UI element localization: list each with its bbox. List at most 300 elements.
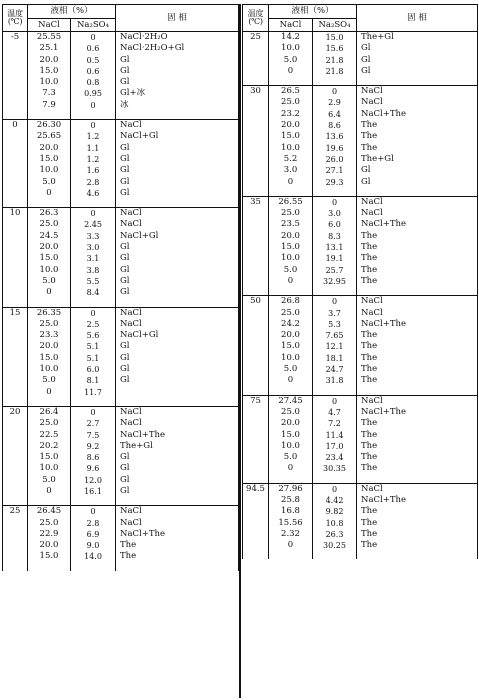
solid-phase-cell: Gl [116,154,239,165]
temperature-cell [243,529,269,540]
solid-phase-cell: The [357,506,478,517]
nacl-cell: 27.45 [269,395,313,407]
nacl-cell: 25.0 [28,219,71,230]
table-row [243,395,478,407]
nacl-cell: 25.0 [28,418,71,429]
temperature-cell: 94.5 [243,483,269,495]
solid-phase-cell: NaCl [357,86,478,98]
temperature-cell [3,341,28,352]
temperature-cell [243,364,269,375]
na2so4-cell: 0.6 [71,66,116,77]
nacl-cell: 22.5 [28,430,71,441]
header-temperature: 温度(℃) [3,5,28,32]
solid-phase-cell: The [357,418,478,429]
spacer-cell [116,563,239,571]
table-row [3,364,239,375]
solid-phase-cell: Gl [116,188,239,199]
nacl-cell: 7.3 [28,88,71,99]
solid-phase-cell: NaCl [116,319,239,330]
solid-phase-cell: The [357,276,478,287]
nacl-cell: 20.0 [269,418,313,429]
solid-phase-cell: NaCl+The [357,495,478,506]
spacer-cell [71,563,116,571]
temperature-cell [3,265,28,276]
header-liquid-phase: 液相（%） [269,5,357,19]
spacer-cell [243,475,269,484]
spacer-cell [243,387,269,396]
table-row [3,265,239,276]
spacer-cell [243,188,269,197]
table-row [3,518,239,529]
nacl-cell: 0 [269,463,313,474]
solid-phase-cell: Gl [116,265,239,276]
solid-phase-cell: Gl [116,287,239,298]
na2so4-cell: 3.3 [71,231,116,242]
na2so4-cell: 10.8 [313,518,357,529]
nacl-cell: 15.0 [28,154,71,165]
table-row [3,43,239,54]
nacl-cell: 26.4 [28,406,71,418]
na2so4-cell: 9.6 [71,463,116,474]
solid-phase-cell: Gl [357,165,478,176]
table-row [3,418,239,429]
solid-phase-cell: NaCl [357,208,478,219]
spacer-cell [116,398,239,407]
na2so4-cell: 14.0 [71,551,116,562]
table-row [3,131,239,142]
table-row [3,32,239,44]
solid-phase-cell: Gl [116,177,239,188]
na2so4-cell: 6.4 [313,109,357,120]
nacl-cell: 15.0 [269,341,313,352]
na2so4-cell: 3.0 [71,242,116,253]
temperature-cell [243,430,269,441]
solid-phase-cell: Gl [116,55,239,66]
temperature-cell [3,143,28,154]
na2so4-cell: 0 [313,196,357,208]
solid-phase-cell: The [116,540,239,551]
solid-phase-cell: NaCl+The [116,529,239,540]
na2so4-cell: 0 [71,208,116,220]
table-row [3,231,239,242]
solid-phase-cell: The+Gl [357,154,478,165]
table-row [243,375,478,386]
group-spacer [243,551,478,559]
table-row [3,341,239,352]
nacl-cell: 5.0 [28,475,71,486]
temperature-cell [243,208,269,219]
table-row [243,483,478,495]
nacl-cell: 15.0 [28,66,71,77]
solid-phase-cell: Gl [116,276,239,287]
nacl-cell: 15.0 [28,253,71,264]
nacl-cell: 10.0 [269,253,313,264]
table-row [243,131,478,142]
table-row [243,43,478,54]
spacer-cell [3,497,28,506]
temperature-cell [243,308,269,319]
nacl-cell: 26.55 [269,196,313,208]
na2so4-cell: 6.9 [71,529,116,540]
table-row [243,154,478,165]
temperature-cell [3,276,28,287]
spacer-cell [313,188,357,197]
solubility-table-left [2,4,239,571]
table-row [3,188,239,199]
solid-phase-cell: The [116,551,239,562]
na2so4-cell: 0 [71,120,116,132]
na2so4-cell: 8.6 [313,120,357,131]
table-row [243,407,478,418]
header-solid-phase: 固 相 [357,5,478,32]
temperature-cell [3,387,28,398]
temperature-cell: 15 [3,307,28,319]
nacl-cell: 26.8 [269,296,313,308]
nacl-cell: 24.5 [28,231,71,242]
spacer-cell [243,287,269,296]
nacl-cell: 5.0 [269,364,313,375]
table-row [243,364,478,375]
solid-phase-cell: NaCl·2H₂O [116,32,239,44]
table-row [3,529,239,540]
solid-phase-cell: Gl [116,364,239,375]
table-row [3,353,239,364]
temperature-cell [243,506,269,517]
nacl-cell: 26.45 [28,506,71,518]
table-row [243,120,478,131]
group-spacer [3,398,239,407]
spacer-cell [269,188,313,197]
na2so4-cell: 1.6 [71,165,116,176]
table-row [243,529,478,540]
na2so4-cell: 19.1 [313,253,357,264]
left-table-column [2,4,238,571]
temperature-cell [3,364,28,375]
nacl-cell: 7.9 [28,100,71,111]
nacl-cell: 15.56 [269,518,313,529]
na2so4-cell: 0 [313,296,357,308]
nacl-cell: 0 [28,486,71,497]
nacl-cell: 15.0 [28,452,71,463]
na2so4-cell: 9.0 [71,540,116,551]
temperature-cell [243,154,269,165]
temperature-cell [3,418,28,429]
spacer-cell [71,299,116,308]
group-spacer [3,563,239,571]
temperature-cell [3,231,28,242]
nacl-cell: 5.0 [28,276,71,287]
na2so4-cell: 30.25 [313,540,357,551]
solid-phase-cell: Gl [116,165,239,176]
na2so4-cell: 7.65 [313,330,357,341]
table-row [3,219,239,230]
table-row [3,441,239,452]
table-row [243,165,478,176]
na2so4-cell: 26.0 [313,154,357,165]
spacer-cell [357,475,478,484]
na2so4-cell: 15.6 [313,43,357,54]
solid-phase-cell: The [357,131,478,142]
spacer-cell [269,551,313,559]
temperature-cell [3,529,28,540]
spacer-cell [269,475,313,484]
right-table-column [242,4,477,559]
temperature-cell [3,188,28,199]
temperature-cell [243,353,269,364]
na2so4-cell: 21.8 [313,55,357,66]
table-row [243,506,478,517]
solid-phase-cell: NaCl [116,208,239,220]
table-row [3,287,239,298]
table-row [243,495,478,506]
nacl-cell: 5.0 [269,55,313,66]
na2so4-cell: 0.6 [71,43,116,54]
solid-phase-cell: Gl [116,463,239,474]
temperature-cell [243,540,269,551]
nacl-cell: 0 [28,188,71,199]
nacl-cell: 20.0 [28,242,71,253]
nacl-cell: 25.0 [269,308,313,319]
na2so4-cell: 31.8 [313,375,357,386]
na2so4-cell: 25.7 [313,265,357,276]
temperature-cell [3,131,28,142]
na2so4-cell: 11.4 [313,430,357,441]
temperature-cell [3,486,28,497]
nacl-cell: 0 [28,387,71,398]
spacer-cell [313,475,357,484]
solid-phase-cell: The [357,353,478,364]
solid-phase-cell: The+Gl [357,32,478,44]
solid-phase-cell: Gl [116,375,239,386]
nacl-cell: 10.0 [269,441,313,452]
temperature-cell [3,177,28,188]
na2so4-cell: 8.1 [71,375,116,386]
spacer-cell [116,299,239,308]
table-row [3,430,239,441]
na2so4-cell: 3.7 [313,308,357,319]
solid-phase-cell: NaCl [116,406,239,418]
solid-phase-cell: The [357,452,478,463]
temperature-cell [3,287,28,298]
solid-phase-cell: The [357,265,478,276]
na2so4-cell: 4.7 [313,407,357,418]
nacl-cell: 25.55 [28,32,71,44]
solid-phase-cell: NaCl [357,308,478,319]
solid-phase-cell: Gl [116,143,239,154]
na2so4-cell: 6.0 [313,219,357,230]
na2so4-cell: 1.2 [71,154,116,165]
na2so4-cell: 2.45 [71,219,116,230]
table-row [3,100,239,111]
table-row [243,109,478,120]
header-solid-phase: 固 相 [116,5,239,32]
temperature-cell: 35 [243,196,269,208]
na2so4-cell: 2.9 [313,97,357,108]
na2so4-cell: 0.5 [71,55,116,66]
temperature-cell [243,120,269,131]
temperature-cell [243,43,269,54]
group-spacer [243,188,478,197]
table-row [3,120,239,132]
na2so4-cell: 23.4 [313,452,357,463]
na2so4-cell: 0 [71,100,116,111]
right-table-body [243,32,478,560]
table-row [3,253,239,264]
nacl-cell: 20.0 [28,143,71,154]
solid-phase-cell: Gl [116,475,239,486]
table-row [243,308,478,319]
na2so4-cell: 13.6 [313,131,357,142]
nacl-cell: 10.0 [269,143,313,154]
spacer-cell [357,287,478,296]
na2so4-cell: 3.0 [313,208,357,219]
na2so4-cell: 11.7 [71,387,116,398]
na2so4-cell: 0 [71,307,116,319]
table-row [243,319,478,330]
nacl-cell: 16.8 [269,506,313,517]
temperature-cell [3,353,28,364]
table-row [3,55,239,66]
temperature-cell [243,97,269,108]
table-row [243,55,478,66]
temperature-cell [243,253,269,264]
na2so4-cell: 12.1 [313,341,357,352]
na2so4-cell: 8.3 [313,231,357,242]
temperature-cell [243,109,269,120]
table-row [243,231,478,242]
table-row [3,276,239,287]
spacer-cell [357,188,478,197]
header-nacl: NaCl [269,19,313,32]
na2so4-cell: 7.2 [313,418,357,429]
temperature-cell [3,77,28,88]
solid-phase-cell: The+Gl [116,441,239,452]
group-spacer [243,387,478,396]
temperature-cell: 20 [3,406,28,418]
solid-phase-cell: Gl [116,452,239,463]
table-row [243,463,478,474]
temperature-cell: 0 [3,120,28,132]
table-row [243,177,478,188]
spacer-cell [3,111,28,120]
solid-phase-cell: NaCl+The [357,319,478,330]
spacer-cell [28,398,71,407]
table-row [243,32,478,44]
nacl-cell: 10.0 [28,165,71,176]
table-row [243,208,478,219]
temperature-cell [3,463,28,474]
table-row [3,319,239,330]
temperature-cell [3,540,28,551]
spacer-cell [357,387,478,396]
temperature-cell [243,131,269,142]
nacl-cell: 20.0 [269,231,313,242]
nacl-cell: 23.2 [269,109,313,120]
table-row [3,165,239,176]
table-row [243,86,478,98]
nacl-cell: 10.0 [28,265,71,276]
nacl-cell: 25.0 [269,407,313,418]
temperature-cell [3,100,28,111]
nacl-cell: 5.0 [28,375,71,386]
solid-phase-cell: Gl [116,77,239,88]
temperature-cell [243,407,269,418]
nacl-cell: 5.0 [269,452,313,463]
na2so4-cell: 21.8 [313,66,357,77]
solid-phase-cell: NaCl [357,97,478,108]
table-row [3,387,239,398]
solid-phase-cell: NaCl [116,506,239,518]
nacl-cell: 26.30 [28,120,71,132]
table-row [243,518,478,529]
spacer-cell [71,398,116,407]
temperature-cell [3,475,28,486]
solid-phase-cell: Gl+冰 [116,88,239,99]
temperature-cell [243,177,269,188]
temperature-cell [243,66,269,77]
na2so4-cell: 5.1 [71,353,116,364]
table-row [243,430,478,441]
nacl-cell: 22.9 [28,529,71,540]
table-row [3,154,239,165]
nacl-cell: 26.35 [28,307,71,319]
solid-phase-cell: The [357,540,478,551]
spacer-cell [28,199,71,208]
spacer-cell [313,387,357,396]
spacer-cell [71,497,116,506]
group-spacer [243,77,478,86]
na2so4-cell: 1.2 [71,131,116,142]
nacl-cell: 25.0 [28,518,71,529]
solid-phase-cell: NaCl+Gl [116,330,239,341]
nacl-cell: 0 [269,375,313,386]
spacer-cell [313,287,357,296]
temperature-cell [243,452,269,463]
nacl-cell: 0 [269,177,313,188]
table-row [3,406,239,418]
solid-phase-cell: The [357,242,478,253]
nacl-cell: 10.0 [269,43,313,54]
solid-phase-cell: The [357,518,478,529]
table-row [243,540,478,551]
na2so4-cell: 30.35 [313,463,357,474]
table-row [3,307,239,319]
nacl-cell: 25.1 [28,43,71,54]
na2so4-cell: 19.6 [313,143,357,154]
header-nacl: NaCl [28,19,71,32]
nacl-cell: 27.96 [269,483,313,495]
solid-phase-cell: The [357,143,478,154]
na2so4-cell: 12.0 [71,475,116,486]
na2so4-cell: 8.4 [71,287,116,298]
na2so4-cell: 17.0 [313,441,357,452]
na2so4-cell: 8.6 [71,452,116,463]
nacl-cell: 3.0 [269,165,313,176]
spacer-cell [243,77,269,86]
temperature-cell [3,43,28,54]
table-row [243,265,478,276]
na2so4-cell: 6.0 [71,364,116,375]
nacl-cell: 25.8 [269,495,313,506]
solid-phase-cell: NaCl [357,395,478,407]
temperature-cell [243,375,269,386]
solid-phase-cell: NaCl [357,196,478,208]
na2so4-cell: 0 [313,395,357,407]
solid-phase-cell: NaCl+The [116,430,239,441]
temperature-cell [3,319,28,330]
table-row [3,77,239,88]
solid-phase-cell [116,387,239,398]
